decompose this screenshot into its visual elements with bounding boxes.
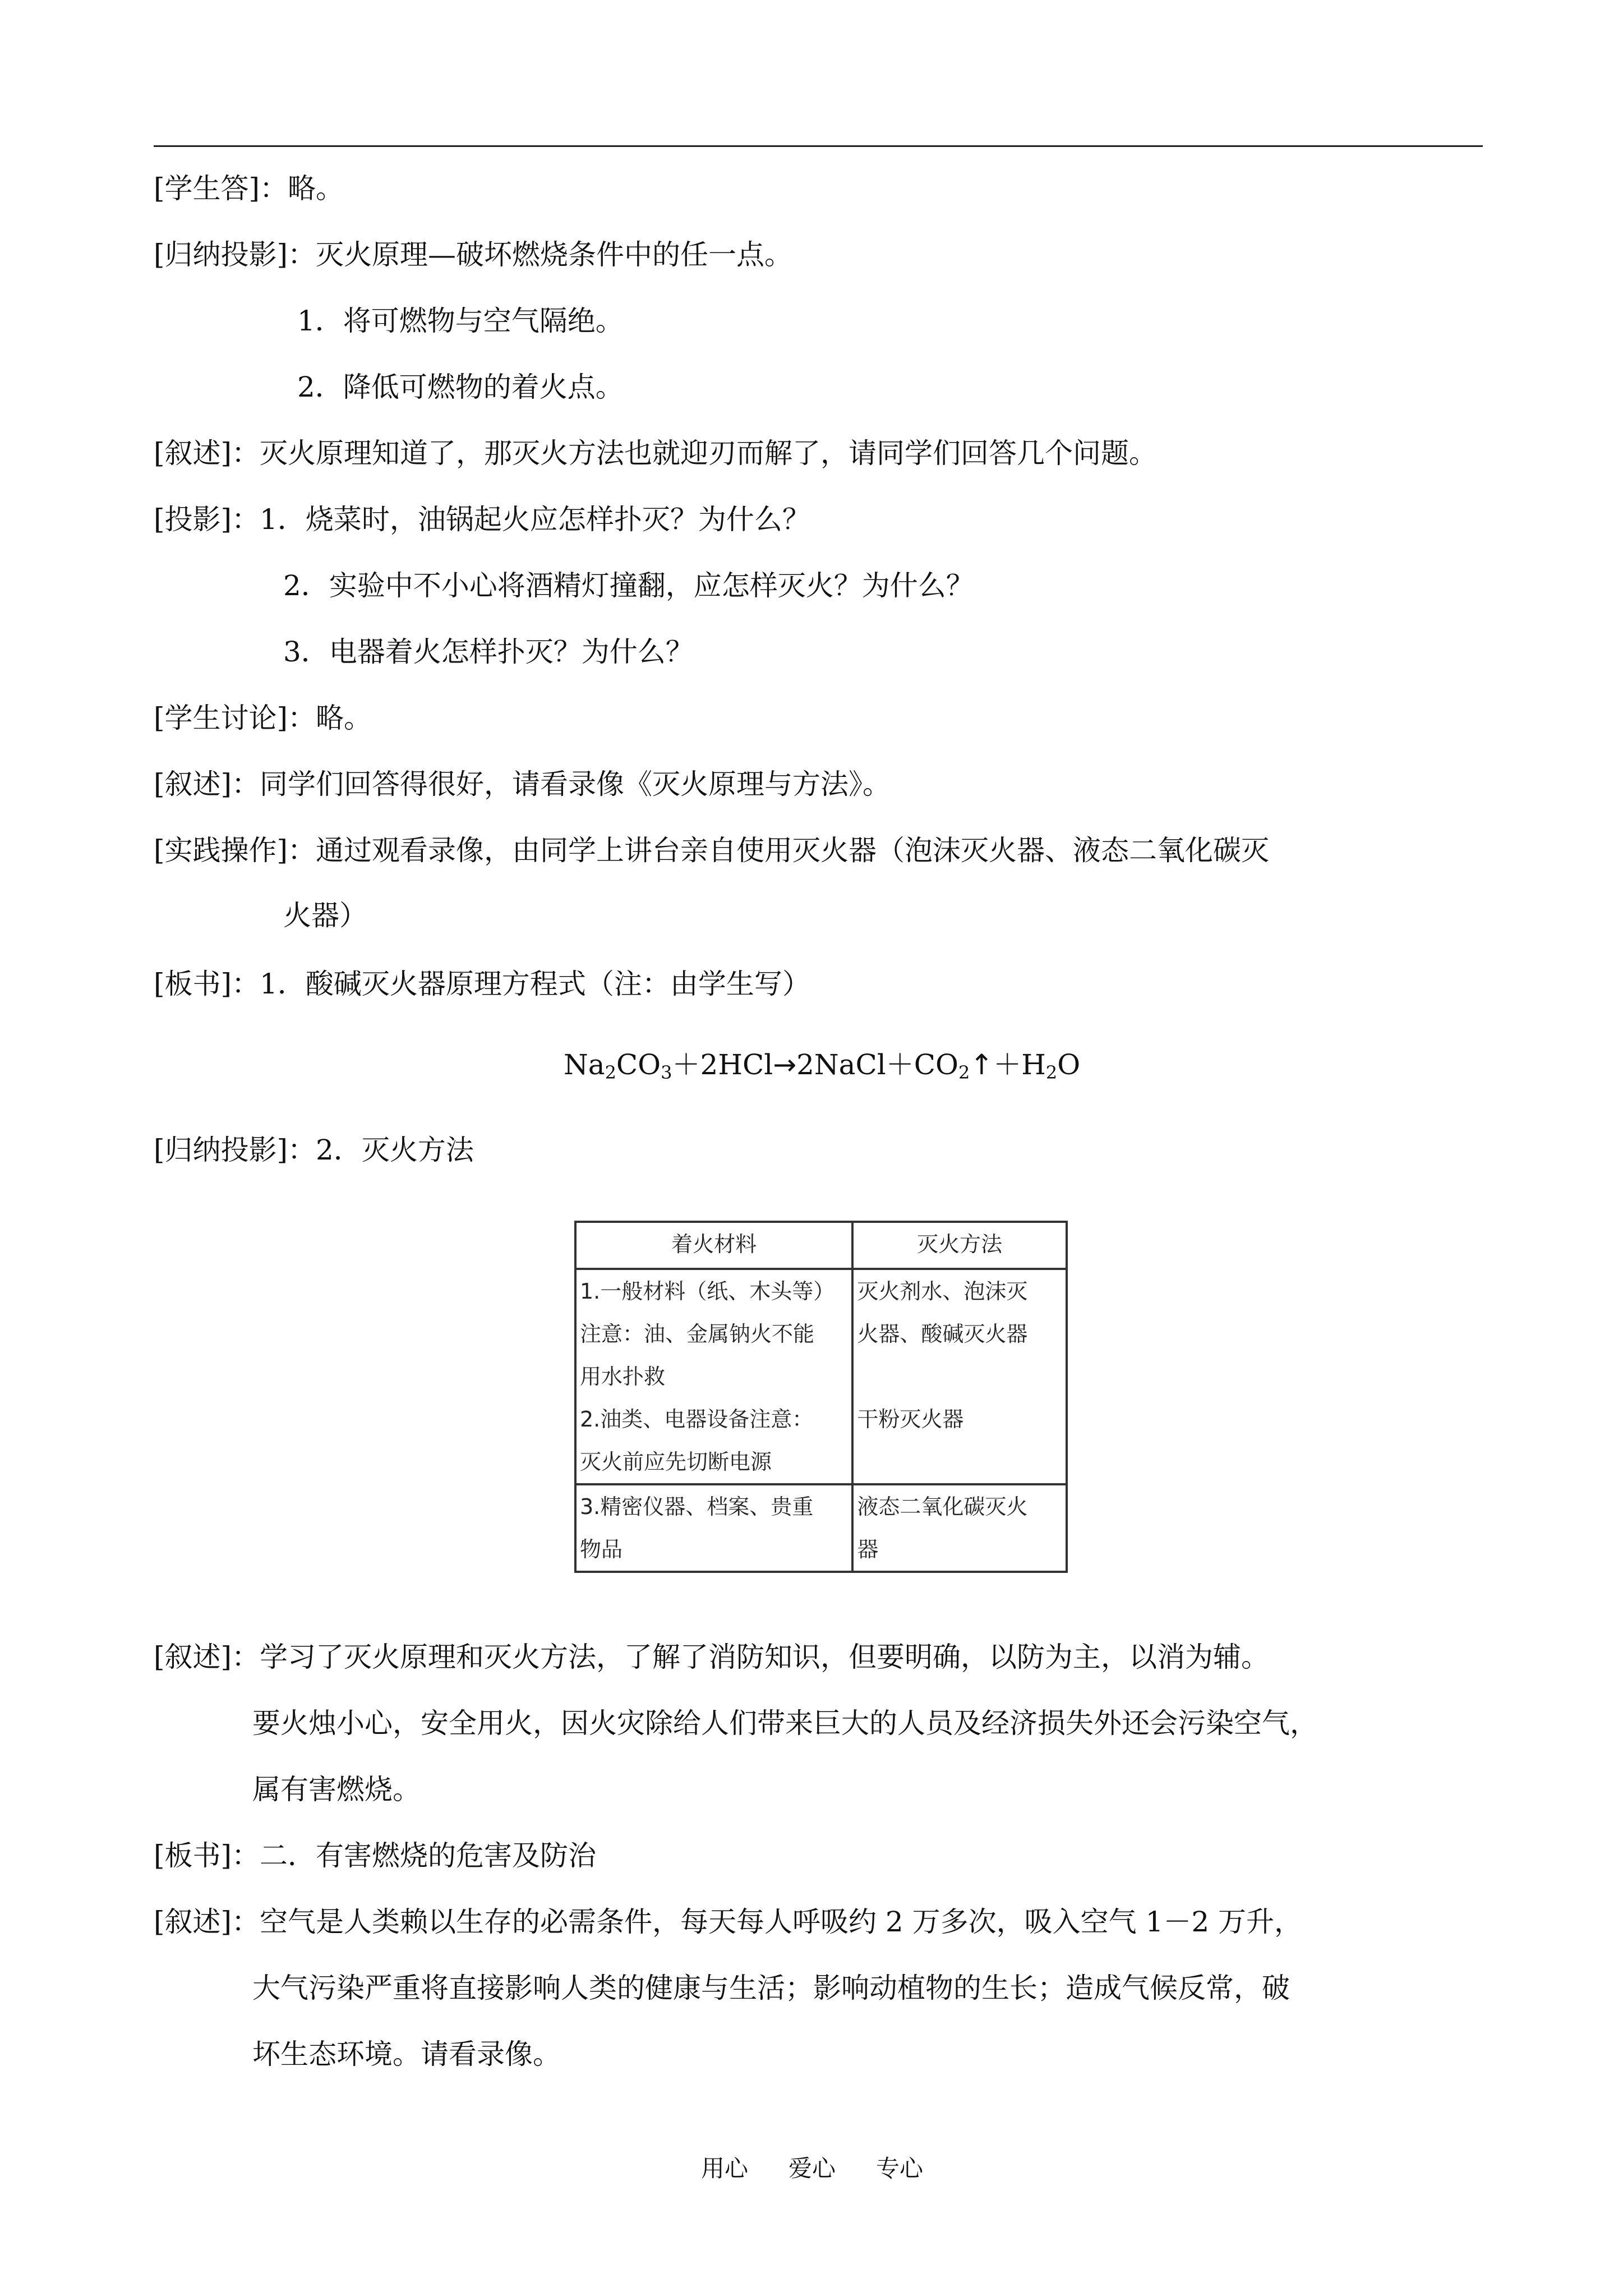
cell-line: 用水扑救 [580,1364,666,1389]
projection-question-1: [投影]：1．烧菜时，油锅起火应怎样扑灭？为什么？ [154,503,810,536]
formula-nacl: 2NaCl＋CO [796,1048,958,1081]
cell-line: 注意：油、金属钠火不能 [580,1322,815,1346]
student-answer-1: [学生答]：略。 [154,172,344,205]
narration-4: [叙述]：空气是人类赖以生存的必需条件，每天每人呼吸约 2 万多次，吸入空气 1－2 万升， [154,1906,1303,1938]
footer-text-2: 爱心 [789,2155,836,2182]
gas-up-arrow: ↑ [970,1048,994,1081]
footer-text-1: 用心 [701,2155,749,2182]
narration-1: [叙述]：灭火原理知道了，那灭火方法也就迎刃而解了，请同学们回答几个问题。 [154,437,1158,470]
summary-projection-methods: [归纳投影]：2．灭火方法 [154,1134,474,1166]
table-cell [852,1269,1067,1484]
narration-3-cont-2: 属有害燃烧。 [252,1773,421,1806]
narration-4-cont-2: 坏生态环境。请看录像。 [252,2038,561,2070]
table-cell [575,1484,852,1572]
table-header-row [575,1222,1067,1269]
cell-line [857,1441,1062,1483]
formula-na: Na [564,1048,605,1081]
footer-text-3: 专心 [876,2155,924,2182]
principle-item-2: 2．降低可燃物的着火点。 [297,371,624,403]
cell-line: 器 [857,1537,879,1562]
header-method: 灭火方法 [852,1222,1067,1269]
cell-line: 液态二氧化碳灭火 [857,1494,1028,1519]
cell-line: 灭火剂水、泡沫灭 [857,1279,1028,1304]
formula-hcl: ＋2HCl [672,1048,773,1081]
formula-o: O [1057,1048,1081,1081]
narration-4-cont-1: 大气污染严重将直接影响人类的健康与生活；影响动植物的生长；造成气候反常，破 [252,1972,1290,2004]
cell-line: 干粉灭火器 [857,1407,964,1432]
header-material: 着火材料 [575,1222,852,1269]
board-writing-2: [板书]：二．有害燃烧的危害及防治 [154,1839,597,1872]
table-cell [575,1269,852,1484]
cell-line: 2.油类、电器设备注意： [580,1407,814,1432]
practice-operation: [实践操作]：通过观看录像，由同学上讲台亲自使用灭火器（泡沫灭火器、液态二氧化碳灭 [154,834,1270,867]
formula-sub-2b: 2 [958,1062,970,1083]
cell-line: 火器、酸碱灭火器 [857,1322,1028,1346]
cell-line: 物品 [580,1537,623,1562]
student-discussion: [学生讨论]：略。 [154,702,372,734]
practice-operation-cont: 火器） [283,899,367,932]
cell-line [857,1355,1062,1398]
formula-co: CO [616,1048,661,1081]
narration-3: [叙述]：学习了灭火原理和灭火方法，了解了消防知识，但要明确，以防为主，以消为辅。 [154,1641,1270,1673]
table-cell [852,1484,1067,1572]
fire-method-table [574,1221,1068,1573]
formula-sub-2c: 2 [1045,1062,1058,1083]
header-rule [154,145,1483,147]
table-row [575,1269,1067,1484]
table-row [575,1484,1067,1572]
chemical-equation [564,1047,1080,1091]
cell-line: 灭火前应先切断电源 [580,1450,772,1474]
cell-line: 1.一般材料（纸、木头等） [580,1279,835,1304]
projection-question-2: 2．实验中不小心将酒精灯撞翻，应怎样灭火？为什么？ [283,569,974,602]
cell-line: 3.精密仪器、档案、贵重 [580,1494,814,1519]
formula-sub-3: 3 [661,1062,672,1083]
summary-projection-principle: [归纳投影]：灭火原理—破坏燃烧条件中的任一点。 [154,238,793,271]
formula-h: ＋H [993,1048,1046,1081]
reaction-arrow: → [773,1048,797,1081]
formula-sub-2: 2 [605,1062,616,1083]
board-writing-1: [板书]：1．酸碱灭火器原理方程式（注：由学生写） [154,968,810,1000]
principle-item-1: 1．将可燃物与空气隔绝。 [297,305,624,337]
narration-3-cont-1: 要火烛小心，安全用火，因火灾除给人们带来巨大的人员及经济损失外还会污染空气， [252,1707,1318,1740]
narration-2: [叙述]：同学们回答得很好，请看录像《灭火原理与方法》。 [154,768,891,800]
projection-question-3: 3．电器着火怎样扑灭？为什么？ [283,636,694,668]
